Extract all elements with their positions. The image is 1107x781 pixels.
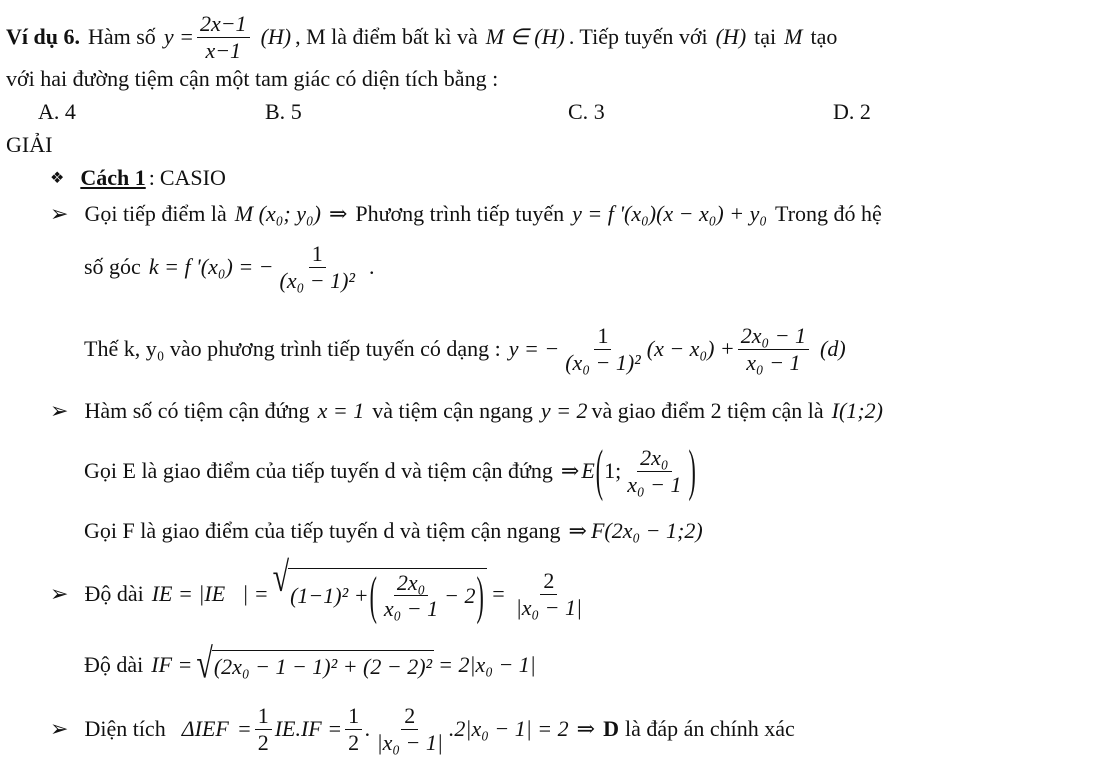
sqrt-IF: √ (2x₀ − 1 − 1)² + (2 − 2)² [196,641,433,688]
arrow-bullet-icon: ➢ [50,716,69,741]
problem-text-2: . Tiếp tuyến với [568,24,708,49]
implies-icon: ⇒ [560,458,580,483]
example-label: Ví dụ 6. [6,24,80,49]
arrow-bullet-icon: ➢ [50,398,69,423]
point-F-line: Gọi F là giao điểm của tiếp tuyến d và tiệm cận ngang ⇒ F(2x₀ − 1;2) [84,518,703,543]
area-line: ➢ Diện tích ΔIEF = $\frac{1}{2}$ IE.IF = $\frac{1}{2}$ . $\frac{2}{\text{|x₀ − 1|}}$ .2|x₀ − 1| = 2 ⇒ D là đáp án chính xác [50,703,795,755]
arrow-bullet-icon: ➢ [50,201,69,226]
point-F: F(2x₀ − 1;2) [590,518,703,543]
curve-H: (H) [260,24,292,49]
tangent-equation: y = f '(x₀)(x − x₀) + y₀ [572,201,768,226]
answer-c[interactable]: C. 3 [568,99,605,124]
point-I: I(1;2) [831,398,883,423]
vertical-asymptote: x = 1 [317,398,365,423]
function-fraction: $\frac{2x-1}{x-1}$ [197,12,250,61]
slope-line: số góc k = f '(x₀) = − $\frac{1}{\text{(x₀ − 1)²}}$ . [84,241,375,293]
problem-text-line-2: với hai đường tiệm cận một tam giác có diện tích bằng : [6,66,499,91]
tangent-point: M (x₀; y₀) [234,201,321,226]
correct-answer: D [603,716,619,741]
substitution-line: Thế k, y₀ vào phương trình tiếp tuyến có dạng : y = − $\frac{1}{\text{(x₀ − 1)²}}$ (x − x₀) + $\frac{\text{2x₀ − 1}}{\text{x₀ − 1}}$ (d) [84,323,846,375]
problem-text-1: , M là điểm bất kì và [295,24,478,49]
problem-intro: Hàm số [87,24,156,49]
length-IE-line: ➢ Độ dài IE = |IE⃗| = √ (1−1)² + ( $\frac{\text{2x₀}}{\text{x₀ − 1}}$ − 2 ) = $\frac{2}{\text{|x₀ − 1|}}$ [50,556,588,632]
tangent-intercept-fraction: $\frac{\text{2x₀ − 1}}{\text{x₀ − 1}}$ [738,324,809,373]
diamond-bullet-icon: ❖ [50,170,65,187]
point-E-fraction: $\frac{\text{2x₀}}{\text{x₀ − 1}}$ [627,445,682,497]
arrow-bullet-icon: ➢ [50,581,69,606]
membership: M ∈ (H) [485,24,565,49]
problem-text-3: tại [754,24,777,49]
function-lhs: y = [163,24,194,49]
triangle-IEF: ΔIEF [181,716,229,741]
answer-a[interactable]: A. 4 [38,99,76,124]
curve-H-2: (H) [715,24,747,49]
slope-fraction: $\frac{1}{\text{(x₀ − 1)²}}$ [279,241,356,293]
line-d-tag: (d) [820,336,846,361]
implies-icon: ⇒ [568,518,587,543]
solution-heading: GIẢI [6,132,53,157]
method-label: Cách 1 [80,165,146,190]
implies-icon: ⇒ [328,201,348,226]
IE-result-fraction: $\frac{2}{\text{|x₀ − 1|}}$ [515,568,583,620]
answer-b[interactable]: B. 5 [265,99,302,124]
length-IF-line: Độ dài IF = √ (2x₀ − 1 − 1)² + (2 − 2)² = 2|x₀ − 1| [84,641,536,688]
point-M: M [784,24,803,49]
step1-line: ➢ Gọi tiếp điểm là M (x₀; y₀) ⇒ Phương trình tiếp tuyến y = f '(x₀)(x − x₀) + y₀ Trong đó hệ [50,201,882,226]
tangent-slope-fraction: $\frac{1}{\text{(x₀ − 1)²}}$ [565,323,641,375]
problem-line-2 [6,64,498,94]
slope-lhs: k = f '(x₀) = − [148,254,274,279]
problem-text-4: tạo [810,24,838,49]
implies-icon: ⇒ [576,716,596,741]
method-line: ❖ Cách 1 : CASIO [50,165,226,190]
horizontal-asymptote: y = 2 [540,398,588,423]
problem-line-1 [6,8,837,66]
point-E-line: Gọi E là giao điểm của tiếp tuyến d và tiệm cận đứng ⇒ E ( 1; $\frac{\text{2x₀}}{\text{x₀ − 1}}$ ) [84,437,696,503]
method-name: CASIO [159,165,226,190]
asymptote-line: ➢ Hàm số có tiệm cận đứng x = 1 và tiệm cận ngang y = 2 và giao điểm 2 tiệm cận là I(1;2) [50,398,883,423]
sqrt-IE: √ (1−1)² + ( $\frac{\text{2x₀}}{\text{x₀ − 1}}$ − 2 ) [273,568,487,620]
answer-d[interactable]: D. 2 [833,99,871,124]
